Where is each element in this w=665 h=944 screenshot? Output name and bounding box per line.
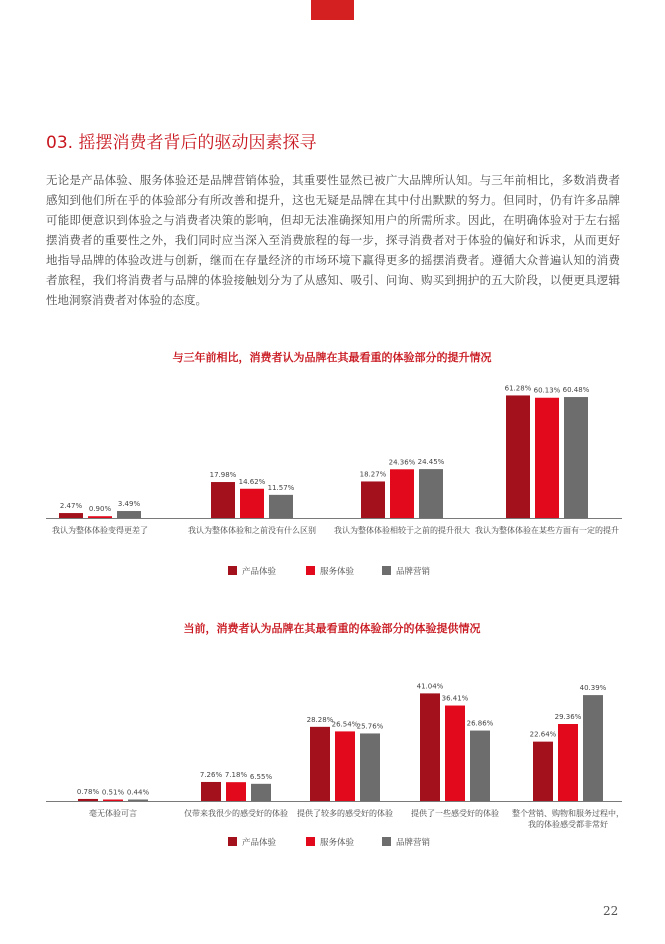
chart-1-bar — [361, 481, 385, 518]
chart-1-bar — [390, 469, 414, 518]
chart-2-value-label: 22.64% — [529, 730, 557, 739]
chart-1-value-label: 0.90% — [88, 505, 112, 514]
chart-2-bar — [558, 724, 578, 801]
chart-1-bar — [88, 516, 112, 518]
chart-2-value-label: 6.55% — [249, 772, 273, 781]
chart-2-bar — [533, 742, 553, 801]
chart-1-legend-label: 品牌营销 — [396, 567, 431, 577]
chart-1-value-label: 60.13% — [533, 386, 561, 395]
chart-2-bar — [310, 727, 330, 801]
chart-1-title: 与三年前相比，消费者认为品牌在其最看重的体验部分的提升情况 — [172, 351, 492, 364]
top-tab-marker — [311, 0, 354, 20]
chart-2-value-label: 25.76% — [356, 722, 384, 731]
chart-1-legend-swatch — [382, 566, 391, 575]
chart-1-legend-swatch — [228, 566, 237, 575]
chart-2-legend-swatch — [382, 837, 391, 846]
chart-1-bar — [117, 511, 141, 518]
chart-1-bar — [269, 495, 293, 518]
chart-2-value-label: 26.86% — [466, 719, 494, 728]
chart-1-bar — [419, 469, 443, 518]
chart-2-bar — [583, 695, 603, 801]
chart-2-bar — [470, 731, 490, 801]
chart-2-legend-label: 产品体验 — [242, 838, 277, 848]
chart-2-value-label: 0.44% — [126, 788, 150, 797]
chart-2-legend-swatch — [306, 837, 315, 846]
chart-1-bar — [506, 395, 530, 518]
chart-2-value-label: 0.78% — [76, 787, 100, 796]
chart-1-value-label: 18.27% — [359, 470, 387, 479]
chart-2-category-label: 我的体验感受都非常好 — [528, 820, 608, 829]
chart-2-bar — [335, 731, 355, 801]
chart-2-bar — [128, 800, 148, 802]
chart-1-category-label: 我认为整体体验在某些方面有一定的提升 — [475, 526, 619, 535]
chart-1-bar — [535, 398, 559, 518]
chart-2-value-label: 40.39% — [579, 684, 607, 693]
chart-1-legend-swatch — [306, 566, 315, 575]
chart-1-value-label: 24.36% — [388, 458, 416, 467]
chart-1-bar — [240, 489, 264, 518]
chart-1-value-label: 11.57% — [267, 483, 295, 492]
chart-2-legend-label: 品牌营销 — [396, 838, 431, 848]
chart-2-bar — [103, 800, 123, 802]
chart-2-bar — [251, 784, 271, 801]
chart-2-bar — [360, 733, 380, 801]
chart-2-value-label: 28.28% — [306, 715, 334, 724]
chart-2-bar — [201, 782, 221, 801]
chart-2-category-label: 提供了较多的感受好的体验 — [297, 809, 393, 818]
chart-2-category-label: 提供了一些感受好的体验 — [411, 809, 499, 818]
chart-1-category-label: 我认为整体体验变得更差了 — [52, 526, 148, 535]
chart-1-bar — [564, 397, 588, 518]
body-paragraph: 无论是产品体验、服务体验还是品牌营销体验，其重要性显然已被广大品牌所认知。与三年前相比，多数消费者感知到他们所在乎的体验部分有所改善和提升，这也无疑是品牌在其中付出默默的努力。但同时，仍有许多品牌可能即便意识到体验之与消费者决策的影响，但却无法准确探知用户的所需所求。因此，在明确体验对于左右摇摆消费者的重要性之外，我们同时应当深入至消费旅程的每一步，探寻消费者对于体验的偏好和诉求，从而更好地指导品牌的体验改进与创新，继而在存量经济的市场环境下赢得更多的摇摆消费者。遵循大众普遍认知的消费者旅程，我们将消费者与品牌的体验接触划分为了从感知、吸引、问询、购买到拥护的五大阶段，以便更具逻辑性地洞察消费者对体验的态度。 — [46, 173, 620, 307]
chart-1-bar — [211, 482, 235, 518]
chart-2-value-label: 7.26% — [199, 770, 223, 779]
chart-2-bar — [420, 693, 440, 801]
chart-2-legend-label: 服务体验 — [320, 838, 355, 848]
chart-2-value-label: 36.41% — [441, 694, 469, 703]
chart-2-value-label: 41.04% — [416, 682, 444, 691]
chart-2-bar — [226, 782, 246, 801]
chart-2-bar — [445, 706, 465, 801]
page-number: 22 — [603, 904, 619, 918]
chart-1-category-label: 我认为整体体验相较于之前的提升很大 — [334, 526, 470, 535]
chart-1-value-label: 2.47% — [59, 502, 83, 511]
chart-1-legend-label: 服务体验 — [320, 567, 355, 577]
chart-2-value-label: 7.18% — [224, 771, 248, 780]
chart-2-value-label: 26.54% — [331, 720, 359, 729]
chart-1-legend-label: 产品体验 — [242, 567, 277, 577]
chart-2-category-label: 仅带来我很少的感受好的体验 — [184, 809, 288, 818]
chart-1-bar — [59, 513, 83, 518]
chart-1-value-label: 61.28% — [504, 384, 532, 393]
chart-2-title: 当前，消费者认为品牌在其最看重的体验部分的体验提供情况 — [183, 622, 481, 635]
chart-2-legend-swatch — [228, 837, 237, 846]
chart-2-value-label: 0.51% — [101, 788, 125, 797]
chart-1-value-label: 3.49% — [117, 500, 141, 509]
chart-1-value-label: 24.45% — [417, 458, 445, 467]
chart-1-category-label: 我认为整体体验和之前没有什么区别 — [188, 526, 316, 535]
chart-2-value-label: 29.36% — [554, 713, 582, 722]
section-title: 03. 摇摆消费者背后的驱动因素探寻 — [46, 133, 317, 153]
chart-1-value-label: 60.48% — [562, 386, 590, 395]
chart-1-value-label: 17.98% — [209, 471, 237, 480]
chart-2-category-label: 毫无体验可言 — [89, 809, 137, 818]
chart-2-category-label: 整个营销、购物和服务过程中， — [512, 809, 624, 818]
chart-1-value-label: 14.62% — [238, 477, 266, 486]
chart-2-bar — [78, 799, 98, 801]
